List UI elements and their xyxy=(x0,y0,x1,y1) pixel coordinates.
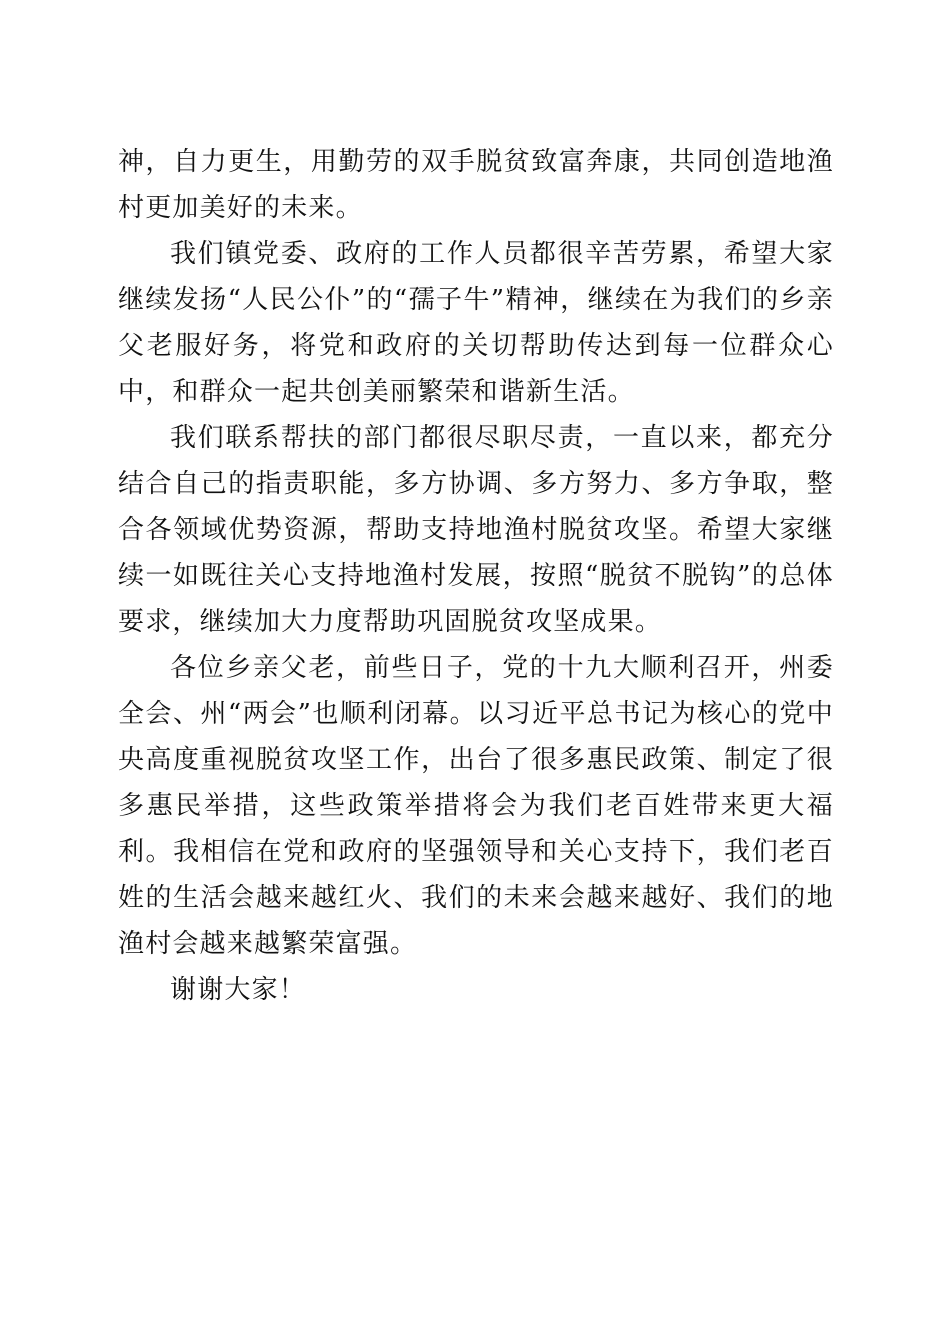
paragraph-continuation: 神，自力更生，用勤劳的双手脱贫致富奔康，共同创造地渔村更加美好的未来。 xyxy=(118,147,834,223)
paragraph-support-departments: 我们联系帮扶的部门都很尽职尽责，一直以来，都充分结合自己的指责职能，多方协调、多方努力、多方争取，整合各领域优势资源，帮助支持地渔村脱贫攻坚。希望大家继续一如既往关心支持地渔村发展，按照“脱贫不脱钩”的总体要求，继续加大力度帮助巩固脱贫攻坚成果。 xyxy=(118,423,834,637)
paragraph-villagers: 各位乡亲父老，前些日子，党的十九大顺利召开，州委全会、州“两会”也顺利闭幕。以习近平总书记为核心的党中央高度重视脱贫攻坚工作，出台了很多惠民政策、制定了很多惠民举措，这些政策举措将会为我们老百姓带来更大福利。我相信在党和政府的坚强领导和关心支持下，我们老百姓的生活会越来越红火、我们的未来会越来越好、我们的地渔村会越来越繁荣富强。 xyxy=(118,653,834,959)
paragraph-party-committee: 我们镇党委、政府的工作人员都很辛苦劳累，希望大家继续发扬“人民公仆”的“孺子牛”精神，继续在为我们的乡亲父老服好务，将党和政府的关切帮助传达到每一位群众心中，和群众一起共创美丽繁荣和谐新生活。 xyxy=(118,239,834,407)
paragraph-thanks: 谢谢大家！ xyxy=(170,975,307,1005)
document-body xyxy=(118,139,834,1013)
